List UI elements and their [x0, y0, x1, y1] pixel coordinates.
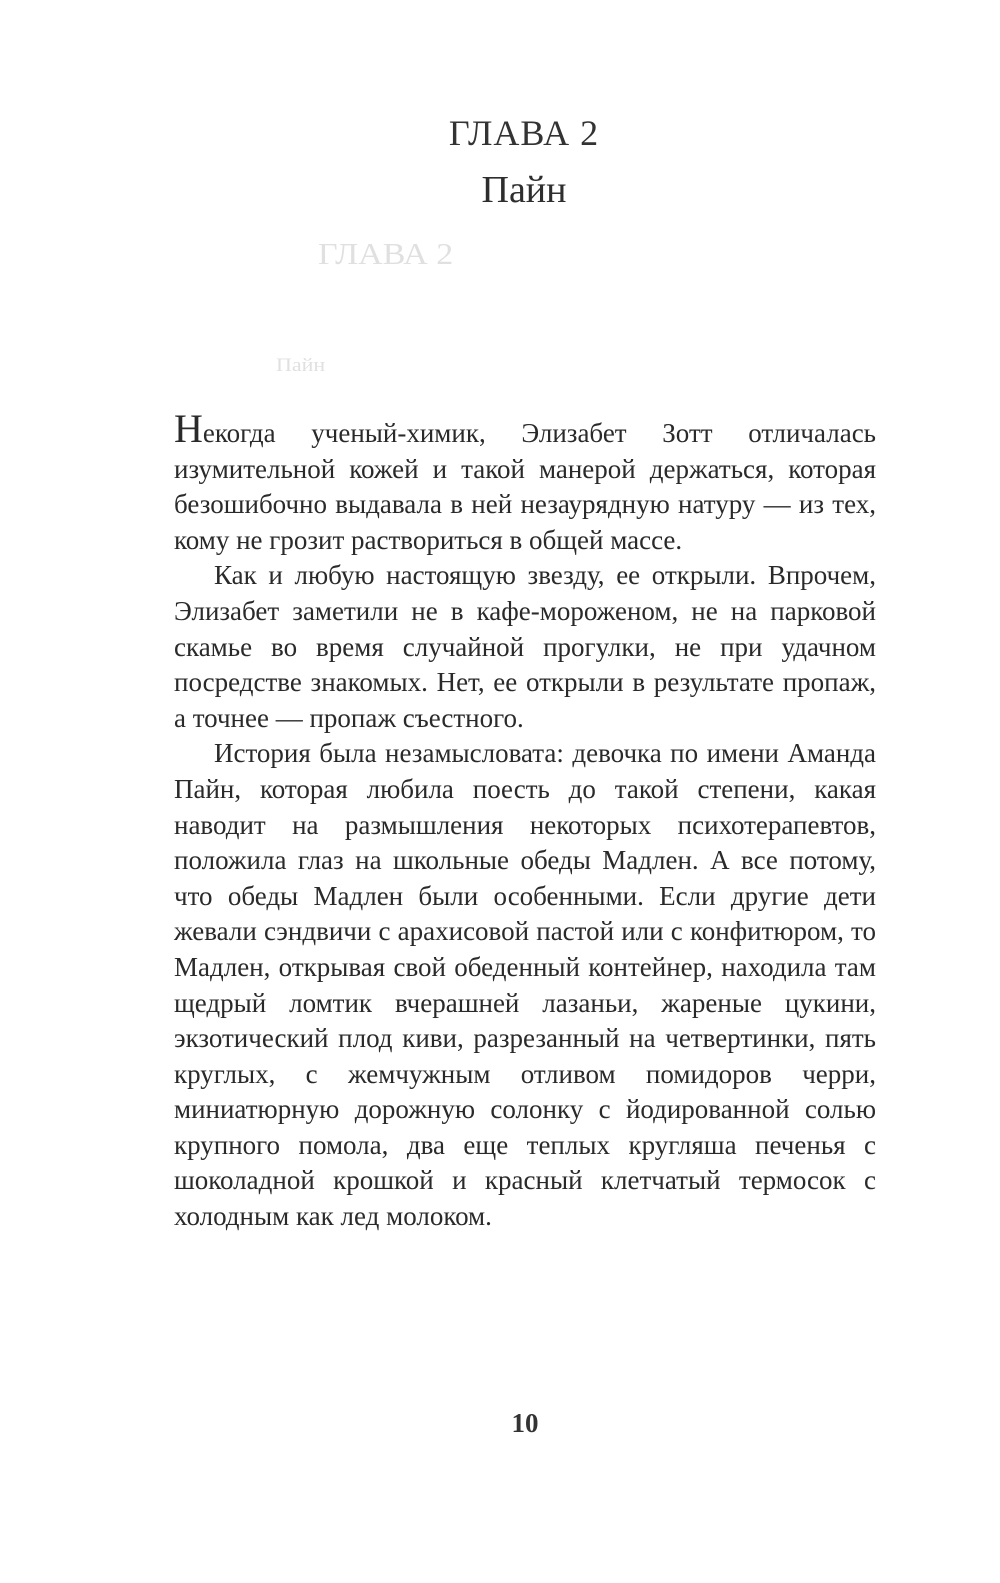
chapter-label: ГЛАВА 2	[448, 113, 600, 153]
paragraph-3: История была незамысловата: девочка по имени Аманда Пайн, которая любила поесть до такой степени, какая наводит на размышления некоторых психотерапевтов, положила глаз на школьные обеды Мадлен. А все потому, что обеды Мадлен были особенными. Если другие дети жевали сэндвичи с арахисовой пастой или с конфитюром, то Мадлен, открывая свой обеденный контейнер, находила там щедрый ломтик вчерашней лазаньи, жареные цукини, экзотический плод киви, разрезанный на четвертинки, пять круглых, с жемчужным отливом помидоров черри, миниатюрную дорожную солонку с йодированной солью крупного помола, два еще теплых кругляша печенья с шоколадной крошкой и красный клетчатый термосок с холодным как лед молоком.	[174, 738, 876, 1232]
ghost-chapter-label: ГЛАВА 2	[318, 237, 454, 272]
page-number: 10	[511, 1408, 539, 1438]
chapter-body	[174, 406, 876, 1235]
paragraph-1	[174, 406, 876, 558]
paragraph-1-text: екогда ученый-химик, Элизабет Зотт отличалась изумительной кожей и такой манерой держаться, которая безошибочно выдавала в ней незаурядную натуру — из тех, кому не грозит раствориться в общей массе.	[174, 418, 876, 555]
ghost-chapter-title: Пайн	[276, 353, 326, 376]
paragraph-2: Как и любую настоящую звезду, ее открыли. Впрочем, Элизабет заметили не в кафе-мороженом, не на парковой скамье во время случайной прогулки, не при удачном посредстве знакомых. Нет, ее открыли в результате пропаж, а точнее — пропаж съестного.	[174, 560, 876, 733]
drop-cap: Н	[174, 406, 203, 451]
chapter-title: Пайн	[481, 169, 567, 211]
